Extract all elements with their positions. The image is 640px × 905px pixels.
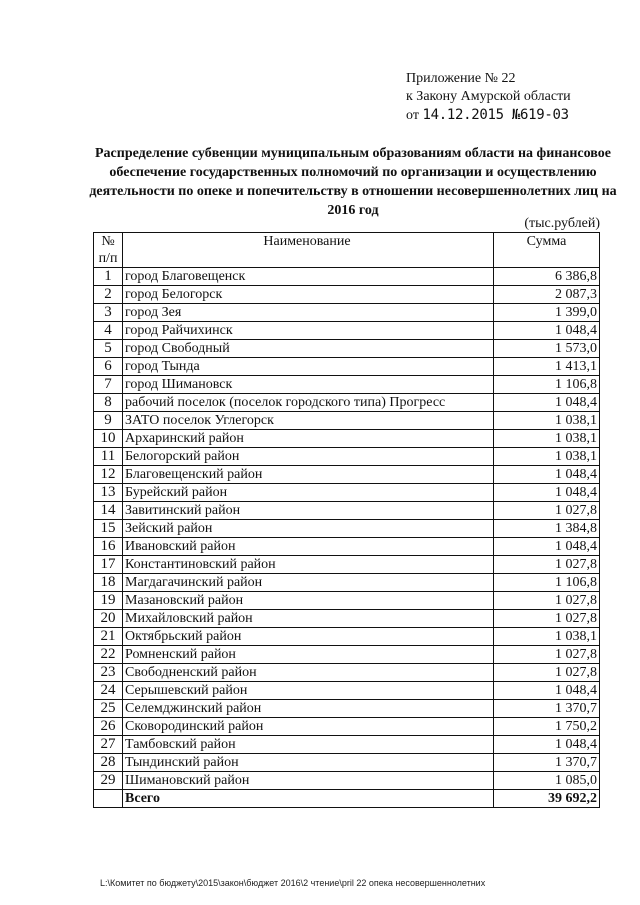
row-sum: 1 027,8 [494,592,600,610]
table-row [94,646,600,664]
table-row [94,754,600,772]
total-num-cell [94,790,123,808]
row-name: Свободненский район [123,664,494,682]
row-number: 7 [94,376,123,394]
row-sum: 2 087,3 [494,286,600,304]
row-sum: 1 038,1 [494,430,600,448]
row-number: 3 [94,304,123,322]
row-number: 29 [94,772,123,790]
row-sum: 1 573,0 [494,340,600,358]
row-name: Октябрьский район [123,628,494,646]
row-number: 27 [94,736,123,754]
row-number: 10 [94,430,123,448]
table-row [94,718,600,736]
table-row [94,610,600,628]
row-name: город Белогорск [123,286,494,304]
table-row [94,664,600,682]
table-row [94,430,600,448]
row-sum: 1 048,4 [494,736,600,754]
row-number: 9 [94,412,123,430]
table-row [94,412,600,430]
total-sum: 39 692,2 [494,790,600,808]
table-header-row [94,233,600,268]
table-row [94,358,600,376]
appendix-number: Приложение № 22 [406,71,516,86]
appendix-law-ref: к Закону Амурской области [406,89,571,104]
row-sum: 1 038,1 [494,412,600,430]
table-row [94,538,600,556]
row-number: 16 [94,538,123,556]
table-row [94,736,600,754]
table-row [94,574,600,592]
table-row [94,700,600,718]
row-name: Ивановский район [123,538,494,556]
row-number: 25 [94,700,123,718]
row-name: Магдагачинский район [123,574,494,592]
row-name: Архаринский район [123,430,494,448]
row-name: Тамбовский район [123,736,494,754]
row-sum: 1 048,4 [494,682,600,700]
row-name: Серышевский район [123,682,494,700]
row-number: 28 [94,754,123,772]
row-number: 2 [94,286,123,304]
file-path-footer: L:\Комитет по бюджету\2015\закон\бюджет 2016\2 чтение\pril 22 опека несовершеннолетних [100,878,486,888]
row-sum: 6 386,8 [494,268,600,286]
row-number: 4 [94,322,123,340]
row-number: 18 [94,574,123,592]
row-sum: 1 038,1 [494,448,600,466]
row-number: 14 [94,502,123,520]
row-number: 15 [94,520,123,538]
table-row [94,682,600,700]
row-name: город Благовещенск [123,268,494,286]
document-title: Распределение субвенции муниципальным образованиям области на финансовое обеспечение государственных полномочий по организации и осуществлению деятельности по опеке и попечительству в отношении несовершеннолетних лиц на 2016 год [89,146,617,218]
total-row [94,790,600,808]
row-sum: 1 038,1 [494,628,600,646]
table-row [94,304,600,322]
table-body [94,268,600,790]
row-name: Тындинский район [123,754,494,772]
row-number: 1 [94,268,123,286]
row-number: 19 [94,592,123,610]
table-row [94,484,600,502]
col-header-number: № п/п [94,233,123,268]
col-header-sum: Сумма [494,233,600,268]
row-number: 5 [94,340,123,358]
row-name: Сковородинский район [123,718,494,736]
table-row [94,286,600,304]
row-sum: 1 413,1 [494,358,600,376]
row-number: 12 [94,466,123,484]
row-sum: 1 399,0 [494,304,600,322]
row-name: город Свободный [123,340,494,358]
row-sum: 1 106,8 [494,376,600,394]
row-number: 13 [94,484,123,502]
row-number: 26 [94,718,123,736]
row-name: Благовещенский район [123,466,494,484]
row-name: Белогорский район [123,448,494,466]
table-row [94,340,600,358]
row-number: 23 [94,664,123,682]
row-number: 22 [94,646,123,664]
row-sum: 1 048,4 [494,466,600,484]
appendix-date-value: 14.12.2015 №619-03 [422,107,569,123]
row-name: город Райчихинск [123,322,494,340]
row-sum: 1 027,8 [494,610,600,628]
row-number: 24 [94,682,123,700]
row-sum: 1 384,8 [494,520,600,538]
row-number: 6 [94,358,123,376]
units-label: (тыс.рублей) [524,216,600,231]
table-row [94,268,600,286]
row-name: Селемджинский район [123,700,494,718]
row-sum: 1 027,8 [494,664,600,682]
table-row [94,556,600,574]
row-sum: 1 750,2 [494,718,600,736]
row-sum: 1 027,8 [494,646,600,664]
table-row [94,466,600,484]
row-name: рабочий поселок (поселок городского типа) Прогресс [123,394,494,412]
row-sum: 1 027,8 [494,556,600,574]
row-name: Завитинский район [123,502,494,520]
table-row [94,628,600,646]
row-sum: 1 048,4 [494,484,600,502]
row-sum: 1 048,4 [494,322,600,340]
row-sum: 1 370,7 [494,700,600,718]
row-name: Бурейский район [123,484,494,502]
row-sum: 1 048,4 [494,394,600,412]
table-row [94,502,600,520]
row-number: 20 [94,610,123,628]
row-name: ЗАТО поселок Углегорск [123,412,494,430]
row-sum: 1 048,4 [494,538,600,556]
table-row [94,592,600,610]
row-number: 17 [94,556,123,574]
table-row [94,772,600,790]
appendix-header [406,70,571,125]
table-row [94,448,600,466]
row-name: город Тында [123,358,494,376]
row-sum: 1 085,0 [494,772,600,790]
row-name: Зейский район [123,520,494,538]
table-row [94,394,600,412]
col-header-name: Наименование [123,233,494,268]
table-row [94,520,600,538]
row-name: Михайловский район [123,610,494,628]
row-sum: 1 106,8 [494,574,600,592]
row-sum: 1 370,7 [494,754,600,772]
row-name: Шимановский район [123,772,494,790]
distribution-table [93,232,600,808]
row-sum: 1 027,8 [494,502,600,520]
row-name: Ромненский район [123,646,494,664]
appendix-date-line [406,106,571,125]
row-number: 8 [94,394,123,412]
row-name: город Шимановск [123,376,494,394]
row-name: Мазановский район [123,592,494,610]
table-row [94,322,600,340]
total-label: Всего [123,790,494,808]
row-name: Константиновский район [123,556,494,574]
row-number: 11 [94,448,123,466]
table-row [94,376,600,394]
row-number: 21 [94,628,123,646]
row-name: город Зея [123,304,494,322]
appendix-date-prefix: от [406,108,419,123]
